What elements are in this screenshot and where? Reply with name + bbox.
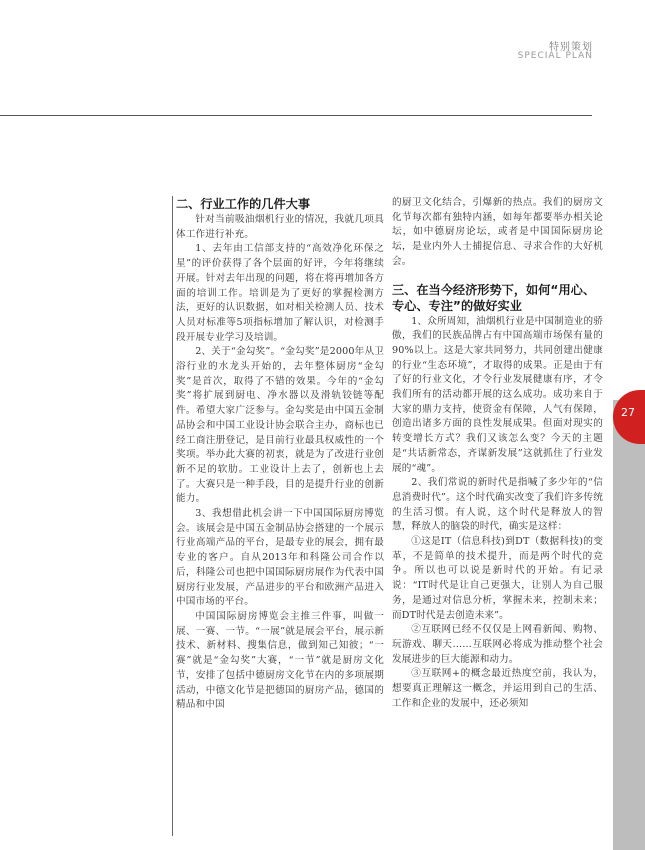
section-heading-2: 二、行业工作的几件大事: [176, 197, 311, 211]
paragraph-continued: 的厨卫文化结合，引爆新的热点。我们的厨房文化节每次都有独特内涵，如每年都要举办相关论坛，如中德厨房论坛，或者是中国国际厨房论坛，是业内外人士捕捉信息、寻求合作的大好机会。: [392, 197, 603, 267]
page-number: 27: [621, 406, 635, 419]
left-column: [172, 196, 384, 836]
paragraph: 2、我们常说的新时代是指喊了多少年的“信息消费时代”。这个时代确实改变了我们许多传统的生活习惯。有人说，这个时代是释放人的智慧，释放人的脑袋的时代，确实是这样：: [392, 477, 603, 533]
paragraph: 针对当前吸油烟机行业的情况，我就几项具体工作进行补充。: [176, 214, 384, 240]
paragraph: 1、去年由工信部支持的“高效净化环保之星”的评价获得了各个层面的好评，今年将继续开展。针对去年出现的问题，将在将再增加各方面的培训工作。培训是为了更好的掌握检测方法，更好的认识数据，如对相关检测人员、技术人员对标准等5项指标增加了解认识，对检测手段开展专业学习及培训。: [176, 243, 384, 343]
paragraph: ③互联网+的概念最近热度空前，我认为，想要真正理解这一概念，并运用到自己的生活、工作和企业的发展中，还必须知: [392, 668, 603, 709]
section-heading-3: 三、在当今经济形势下，如何“用心、专心、专注”的做好实业: [392, 282, 596, 313]
paragraph: 3、我想借此机会讲一下中国国际厨房博览会。该展会是中国五金制品协会搭建的一个展示行业高端产品的平台，是最专业的展会，拥有最专业的客户。自从2013年和科隆公司合作以后，科隆公司也把中国国际厨房展作为代表中国厨房行业发展，产品进步的平台和欧洲产品进入中国市场的平台。: [176, 508, 384, 608]
paragraph: 中国国际厨房博览会主推三件事，叫做一展、一赛、一节。“一展”就是展会平台，展示新技术、新材料、搜集信息，做到知己知彼；“一赛”就是“金勾奖”大赛，“一节”就是厨房文化节，安排了包括中德厨房文化节在内的多项展期活动，中德文化节是把德国的厨房产品，德国的精品和中国: [176, 610, 384, 711]
paragraph: ①这是IT（信息科技)到DT（数据科技)的变革，不是简单的技术提升，而是两个时代的竞争。所以也可以说是新时代的开始。有记录说：“IT时代是让自己更强大，让别人为自己服务，是通过对信息分析，掌握未来，控制未来；而DT时代是去创造未来”。: [392, 536, 603, 621]
paragraph: ②互联网已经不仅仅是上网看新闻、购物、玩游戏、聊天……互联网必将成为推动整个社会发展进步的巨大能源和动力。: [392, 624, 603, 665]
right-column: [392, 196, 603, 836]
page-sidebar: [613, 400, 645, 850]
section-title-en: SPECIAL PLAN: [517, 51, 593, 61]
header-rule: [0, 115, 592, 116]
section-title-cn: 特别策划: [549, 42, 593, 53]
paragraph: 2、关于“金勾奖”。“金勾奖”是2000年从卫浴行业的水龙头开始的，去年整体厨房“金勾奖”是首次，取得了不错的效果。今年的“金勾奖”将扩展到厨电、净水器以及滑轨铰链等配件。希望大家广泛参与。金勾奖是由中国五金制品协会和中国工业设计协会联合主办，商标也已经工商注册登记，是目前行业最具权威性的一个奖项。举办此大赛的初衷，就是为了改进行业创新不足的软肋。工业设计上去了，创新也上去了。大赛只是一种手段，目的是提升行业的创新能力。: [176, 346, 384, 505]
paragraph: 1、众所周知，油烟机行业是中国制造业的骄傲，我们的民族品牌占有中国高端市场保有量的90%以上。这是大家共同努力，共同创建出健康的行业“生态环境”，才取得的成果。正是由于有了好的行业文化，才令行业发展健康有序，才令我们所有的活动都开展的这么成功。成功来自于大家的鼎力支持，使资金有保障，人气有保障，创造出诸多方面的良性发展成果。但面对现实的转变增长方式？我们又该怎么变？今天的主题是“共话新常态，齐谋新发展”这就抓住了行业发展的“魂”。: [392, 315, 603, 474]
